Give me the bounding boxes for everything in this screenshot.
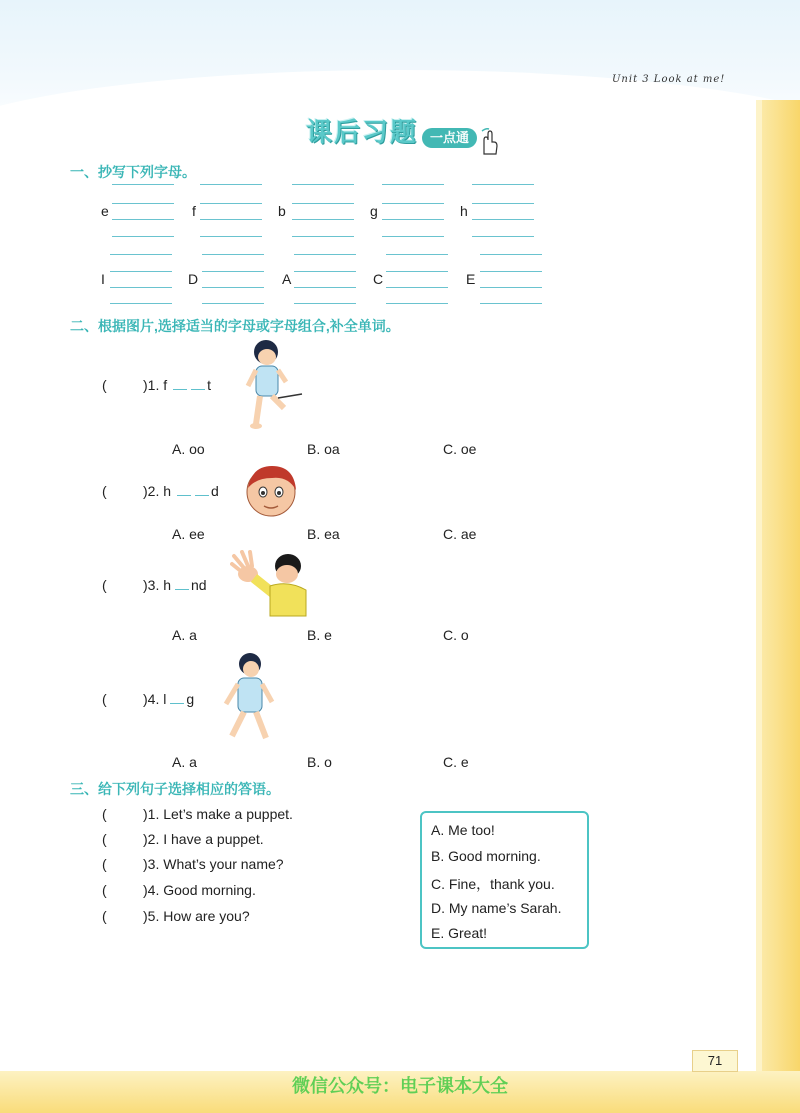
writing-line xyxy=(200,219,262,220)
answer-option[interactable]: E. Great! xyxy=(431,925,488,941)
child-head-picture xyxy=(242,462,300,520)
letter-blank[interactable] xyxy=(170,691,184,704)
question-number: )4. l xyxy=(143,691,167,707)
writing-line xyxy=(386,303,448,304)
choice-a[interactable]: A. ee xyxy=(172,526,205,542)
writing-line xyxy=(294,254,356,255)
writing-line xyxy=(110,287,172,288)
writing-line xyxy=(292,184,354,185)
writing-line xyxy=(294,287,356,288)
writing-line xyxy=(480,254,542,255)
word-tail: nd xyxy=(191,577,207,593)
writing-line xyxy=(292,219,354,220)
section-banner xyxy=(300,108,500,154)
letter-blank[interactable] xyxy=(175,577,189,590)
dialogue-question: )3. What’s your name? xyxy=(143,856,284,872)
choice-c[interactable]: C. o xyxy=(443,627,469,643)
choice-b[interactable]: B. oa xyxy=(307,441,340,457)
choice-a[interactable]: A. oo xyxy=(172,441,205,457)
writing-line xyxy=(472,184,534,185)
section2-title: 二、根据图片,选择适当的字母或字母组合,补全单词。 xyxy=(70,318,400,334)
question-number: )3. h xyxy=(143,577,172,593)
choice-b[interactable]: B. e xyxy=(307,627,332,643)
writing-line xyxy=(202,303,264,304)
writing-line xyxy=(294,271,356,272)
dialogue-question: )4. Good morning. xyxy=(143,882,256,898)
writing-line xyxy=(382,236,444,237)
writing-line xyxy=(110,254,172,255)
page-right-edge xyxy=(762,100,800,1113)
answer-paren[interactable]: ( xyxy=(102,691,123,707)
writing-line xyxy=(110,271,172,272)
letter-blank[interactable] xyxy=(173,377,187,390)
writing-line xyxy=(200,236,262,237)
choice-c[interactable]: C. ae xyxy=(443,526,477,542)
answer-option[interactable]: C. Fine，thank you. xyxy=(431,876,555,892)
answer-option[interactable]: D. My name’s Sarah. xyxy=(431,900,562,916)
writing-line xyxy=(480,287,542,288)
choice-c[interactable]: C. e xyxy=(443,754,469,770)
writing-line xyxy=(292,203,354,204)
writing-line xyxy=(200,184,262,185)
answer-paren[interactable]: ( xyxy=(102,806,123,822)
letter: f xyxy=(192,203,196,219)
writing-line xyxy=(112,219,174,220)
writing-line xyxy=(382,219,444,220)
letter: e xyxy=(101,203,109,219)
answer-options-box xyxy=(420,811,589,949)
section3-title: 三、给下列句子选择相应的答语。 xyxy=(70,781,280,797)
choice-a[interactable]: A. a xyxy=(172,754,197,770)
child-leg-picture xyxy=(218,650,280,746)
writing-line xyxy=(200,203,262,204)
question-number: )2. h xyxy=(143,483,172,499)
writing-line xyxy=(382,184,444,185)
letter: A xyxy=(282,271,292,287)
writing-line xyxy=(472,203,534,204)
letter-blank[interactable] xyxy=(191,377,205,390)
writing-line xyxy=(382,203,444,204)
writing-line xyxy=(386,254,448,255)
writing-line xyxy=(112,236,174,237)
word-tail: d xyxy=(211,483,219,499)
choice-b[interactable]: B. o xyxy=(307,754,332,770)
writing-line xyxy=(112,203,174,204)
letter-blank[interactable] xyxy=(195,483,209,496)
writing-line xyxy=(112,184,174,185)
writing-line xyxy=(480,271,542,272)
answer-option[interactable]: B. Good morning. xyxy=(431,848,541,864)
writing-line xyxy=(472,236,534,237)
word-question-3 xyxy=(143,577,207,593)
answer-paren[interactable]: ( xyxy=(102,831,123,847)
unit-header: Unit 3 Look at me! xyxy=(612,74,726,85)
answer-paren[interactable]: ( xyxy=(102,377,123,393)
child-hand-picture xyxy=(230,550,312,620)
writing-line xyxy=(294,303,356,304)
answer-paren[interactable]: ( xyxy=(102,577,123,593)
word-tail: t xyxy=(207,377,212,393)
word-question-1 xyxy=(143,377,211,393)
word-question-4 xyxy=(143,691,194,707)
choice-c[interactable]: C. oe xyxy=(443,441,477,457)
writing-line xyxy=(202,271,264,272)
question-number: )1. f xyxy=(143,377,168,393)
writing-line xyxy=(480,303,542,304)
word-tail: g xyxy=(186,691,195,707)
letter: D xyxy=(188,271,199,287)
dialogue-question: )1. Let’s make a puppet. xyxy=(143,806,293,822)
letter: I xyxy=(101,271,105,287)
letter: g xyxy=(370,203,378,219)
answer-paren[interactable]: ( xyxy=(102,856,123,872)
word-question-2 xyxy=(143,483,219,499)
writing-line xyxy=(110,303,172,304)
answer-paren[interactable]: ( xyxy=(102,483,123,499)
answer-option[interactable]: A. Me too! xyxy=(431,822,495,838)
page-right-edge-highlight xyxy=(756,100,762,1113)
child-foot-picture xyxy=(240,336,310,432)
banner-title: 课后习题 xyxy=(306,118,419,148)
letter: h xyxy=(460,203,468,219)
letter: C xyxy=(373,271,384,287)
pointing-hand-icon xyxy=(476,128,500,156)
writing-line xyxy=(202,287,264,288)
banner-subtitle: 一点通 xyxy=(422,128,477,148)
answer-paren[interactable]: ( xyxy=(102,908,123,924)
writing-line xyxy=(472,219,534,220)
writing-line xyxy=(386,287,448,288)
section1-title: 一、抄写下列字母。 xyxy=(70,164,196,180)
letter: b xyxy=(278,203,286,219)
choice-a[interactable]: A. a xyxy=(172,627,197,643)
letter-blank[interactable] xyxy=(177,483,191,496)
footer-watermark: 微信公众号：电子课本大全 xyxy=(292,1076,508,1096)
answer-paren[interactable]: ( xyxy=(102,882,123,898)
writing-line xyxy=(386,271,448,272)
dialogue-question: )2. I have a puppet. xyxy=(143,831,264,847)
page-number: 71 xyxy=(692,1050,738,1072)
dialogue-question: )5. How are you? xyxy=(143,908,250,924)
writing-line xyxy=(292,236,354,237)
writing-line xyxy=(202,254,264,255)
choice-b[interactable]: B. ea xyxy=(307,526,340,542)
letter: E xyxy=(466,271,476,287)
